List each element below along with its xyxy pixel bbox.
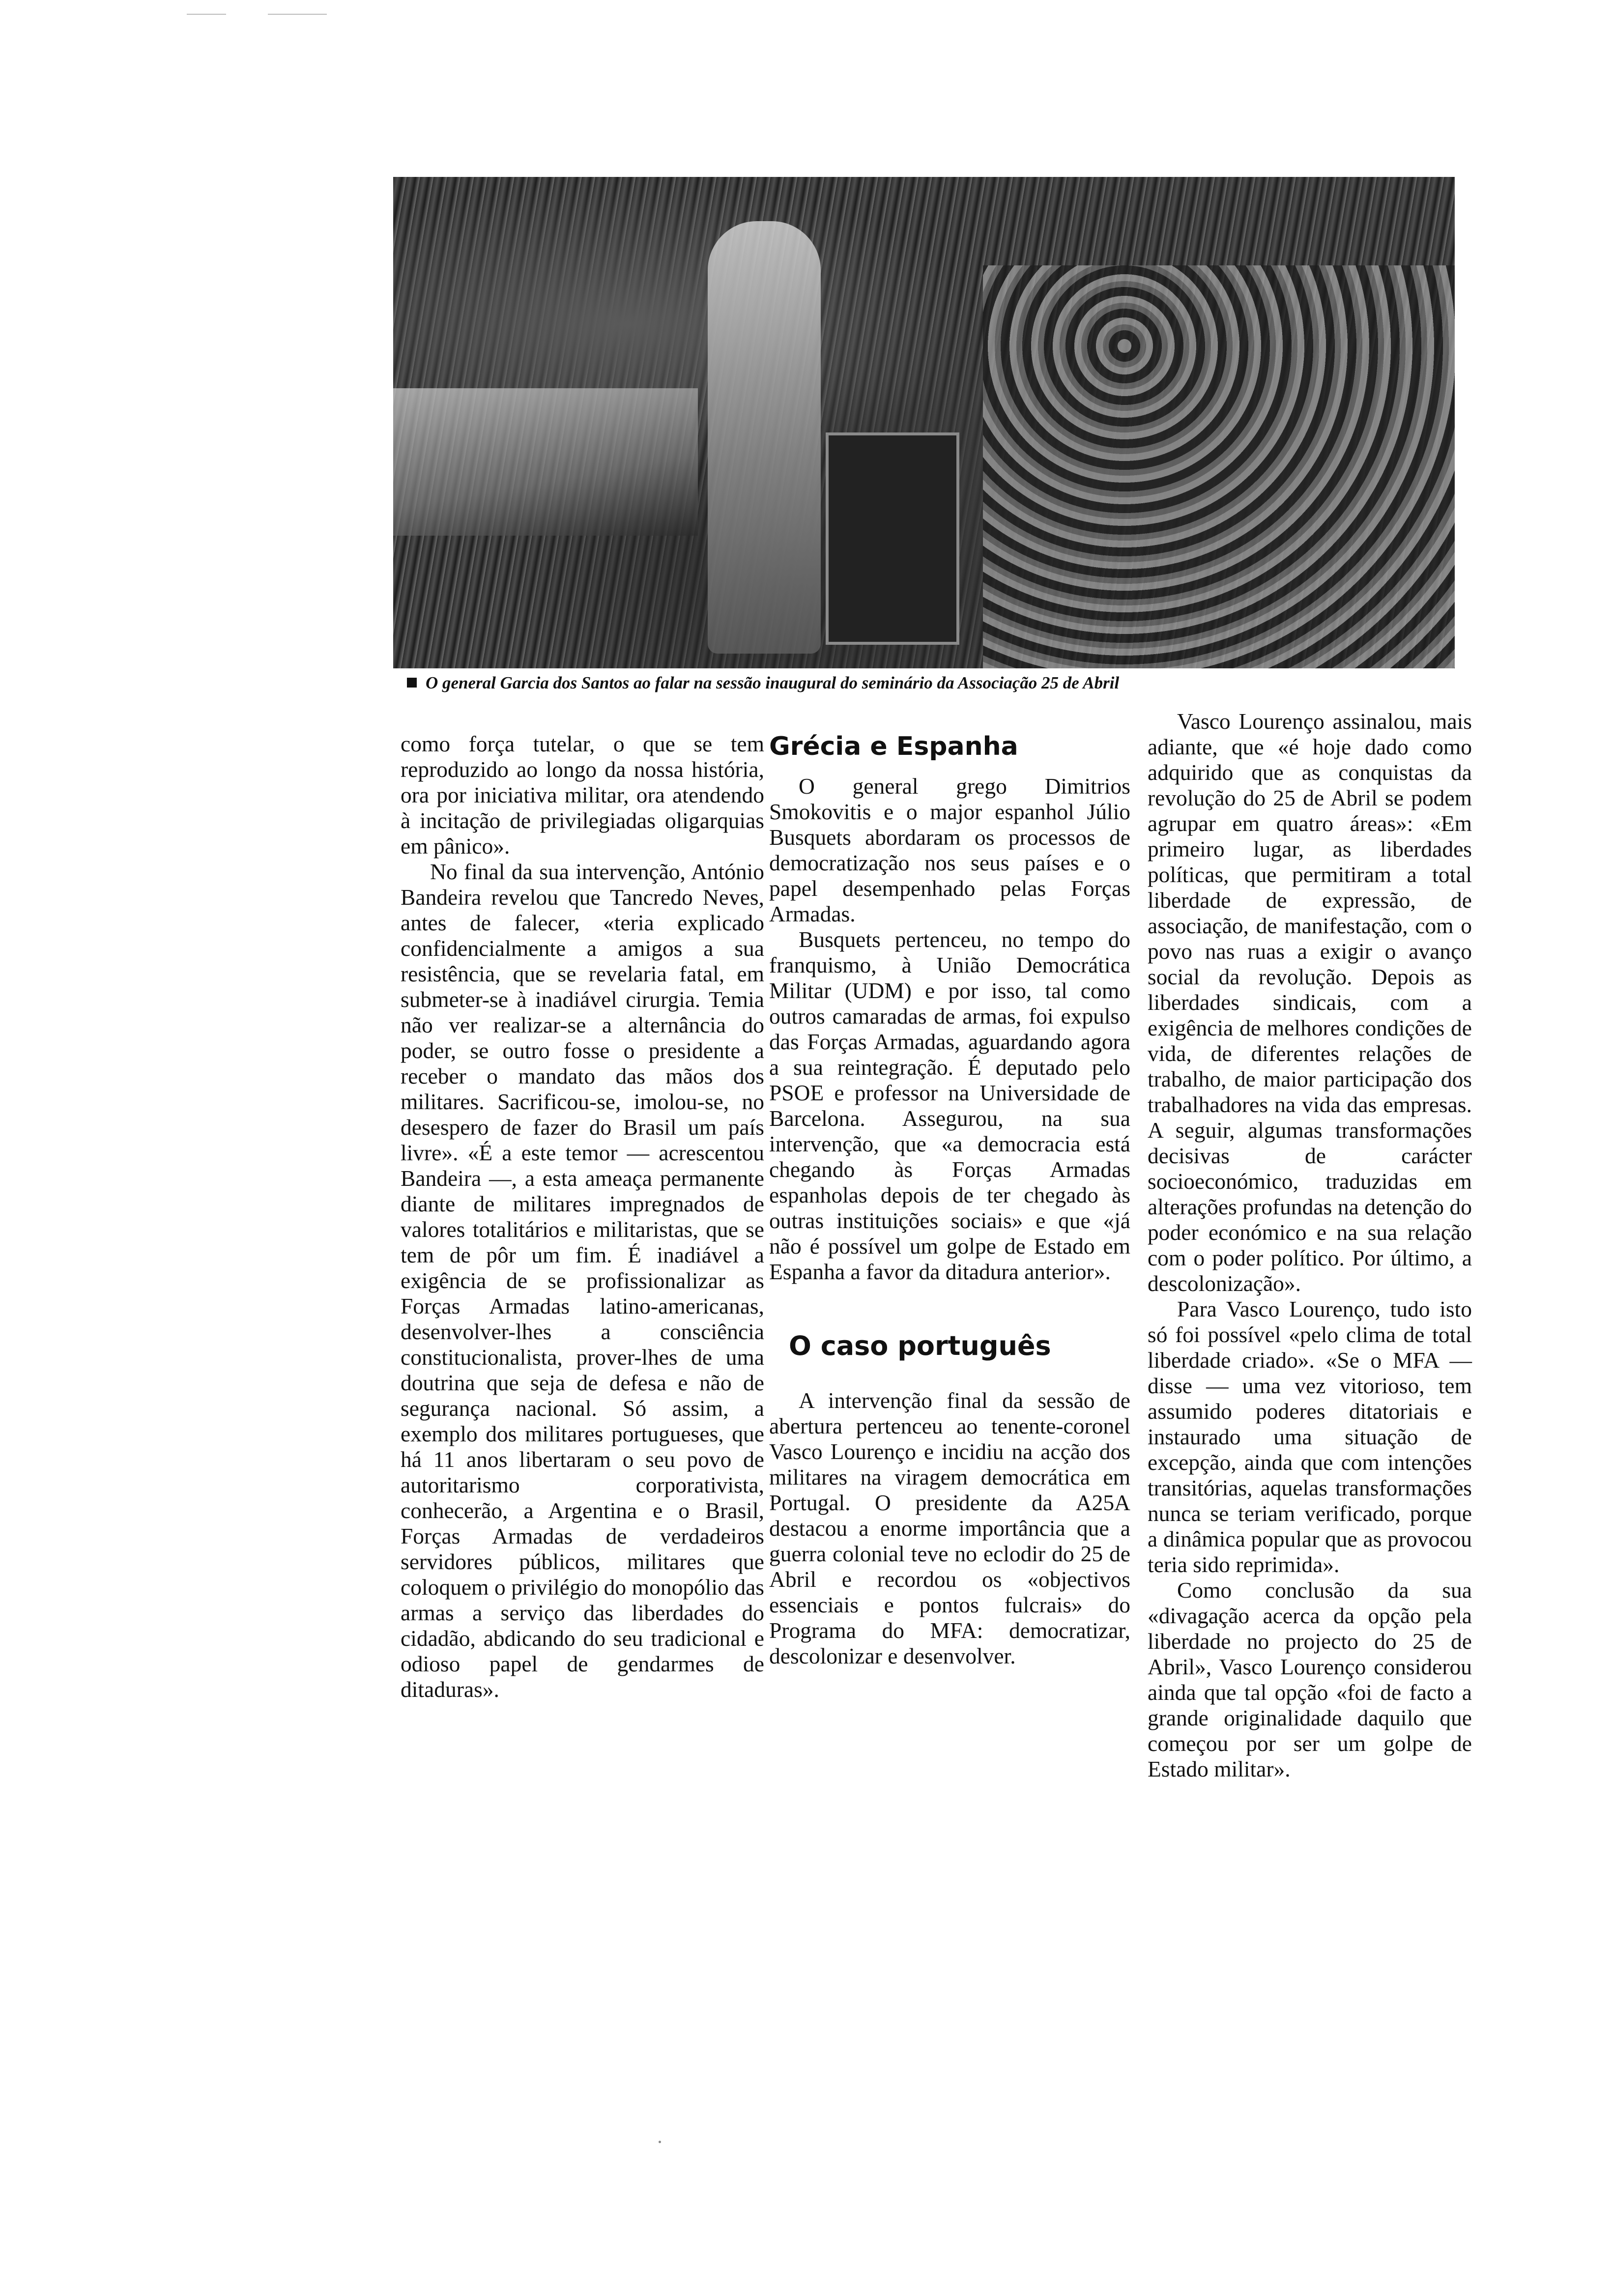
photo-table-region (393, 388, 698, 536)
column3-paragraph: Como conclusão da sua «divagação acerca da opção pela liberdade no projecto do 25 de Abril», Vasco Lourenço considerou ainda que tal opção «foi de facto a grande originalidade daquilo que começou por ser um golpe de Estado militar». (1148, 1578, 1472, 1781)
column1-paragraph: No final da sua intervenção, António Bandeira revelou que Tancredo Neves, antes de falecer, «teria explicado confidencialmente a amigos a sua resistência, que se revelaria fatal, em submeter-se à inadiável cirurgia. Temia não ver realizar-se a alternância do poder, se outro fosse o presidente a receber o mandato das mãos dos militares. Sacrificou-se, imolou-se, no desespero de fazer do Brasil um país livre». «É a este temor — acrescentou Bandeira —, a esta ameaça permanente diante de militares impregnados de valores totalitários e militaristas, que se tem de pôr um fim. É inadiável a exigência de se profissionalizar as Forças Armadas latino-americanas, desenvolver-lhes a consciência constitucionalista, prover-lhes de uma doutrina que seja de defesa e não de segurança nacional. Só assim, a exemplo dos militares portugueses, que há 11 anos libertaram o seu povo de autoritarismo corporativista, conhecerão, a Argentina e o Brasil, Forças Armadas de verdadeiros servidores públicos, militares que coloquem o privilégio do monopólio das armas a serviço das liberdades do cidadão, abdicando do seu tradicional e odioso papel de gendarmes de ditaduras». (401, 859, 764, 1702)
caption-bullet-icon (407, 678, 417, 688)
photo-caption (407, 672, 1459, 694)
photo-audience (983, 265, 1455, 668)
subhead-grecia-espanha (769, 731, 1130, 762)
column3-paragraph: Para Vasco Lourenço, tudo isto só foi possível «pelo clima de total liberdade criado». «Se o MFA — disse — uma vez vitorioso, tem assumido poderes ditatoriais e instaurado uma situação de excepção, ainda que com intenções transitórias, aquelas transformações nunca se teriam verificado, porque a dinâmica popular que as provocou teria sido reprimida». (1148, 1296, 1472, 1577)
photo-lectern (826, 432, 959, 645)
scan-mark-right (268, 14, 327, 15)
subhead-grecia-espanha-text: Grécia e Espanha (769, 732, 1018, 761)
column2-paragraph: Busquets pertenceu, no tempo do franquismo, à União Democrática Militar (UDM) e por isso, tal como outros camaradas de armas, foi expulso das Forças Armadas, aguardando agora a sua reintegração. É deputado pelo PSOE e professor na Universidade de Barcelona. Assegurou, na sua intervenção, que «a democracia está chegando às Forças Armadas espanholas depois de ter chegado às outras instituições sociais» e que «já não é possível um golpe de Estado em Espanha a favor da ditadura anterior». (769, 927, 1130, 1284)
photo-speaker-figure (708, 221, 821, 654)
scan-mark-left (187, 14, 226, 15)
column2-paragraph: A intervenção final da sessão de abertura pertenceu ao tenente-coronel Vasco Lourenço e incidiu na acção dos militares na viragem democrática em Portugal. O presidente da A25A destacou a enorme importância que a guerra colonial teve no eclodir do 25 de Abril e recordou os «objectivos essenciais e pontos fulcrais» do Programa do MFA: democratizar, descolonizar e desenvolver. (769, 1388, 1130, 1668)
caption-text: O general Garcia dos Santos ao falar na sessão inaugural do seminário da Associação 25 de Abril (426, 673, 1120, 692)
stray-scan-dot (659, 2141, 661, 2143)
column3-paragraph: Vasco Lourenço assinalou, mais adiante, que «é hoje dado como adquirido que as conquistas da revolução do 25 de Abril se podem agrupar em quatro áreas»: «Em primeiro lugar, as liberdades políticas, que permitiram a total liberdade de expressão, de associação, de manifestação, com o povo nas ruas a exigir o avanço social da revolução. Depois as liberdades sindicais, com a exigência de melhores condições de vida, de diferentes relações de trabalho, de maior participação dos trabalhadores na vida das empresas. A seguir, algumas transformações decisivas de carácter socioeconómico, traduzidas em alterações profundas na detenção do poder económico e na sua relação com o poder político. Por último, a descolonização». (1148, 709, 1472, 1296)
article-photo (393, 177, 1455, 668)
article-column-2 (769, 731, 1130, 1669)
article-column-1 (401, 731, 764, 1702)
column2-paragraph: O general grego Dimitrios Smokovitis e o major espanhol Júlio Busquets abordaram os processos de democratização nos seus países e o papel desempenhado pelas Forças Armadas. (769, 774, 1130, 926)
column1-paragraph: como força tutelar, o que se tem reproduzido ao longo da nossa história, ora por iniciativa militar, ora atendendo à incitação de privilegiadas oligarquias em pânico». (401, 731, 764, 859)
article-column-3 (1148, 709, 1472, 1782)
subhead-caso-portugues (789, 1331, 1130, 1361)
subhead-caso-portugues-text: O caso português (789, 1330, 1051, 1361)
